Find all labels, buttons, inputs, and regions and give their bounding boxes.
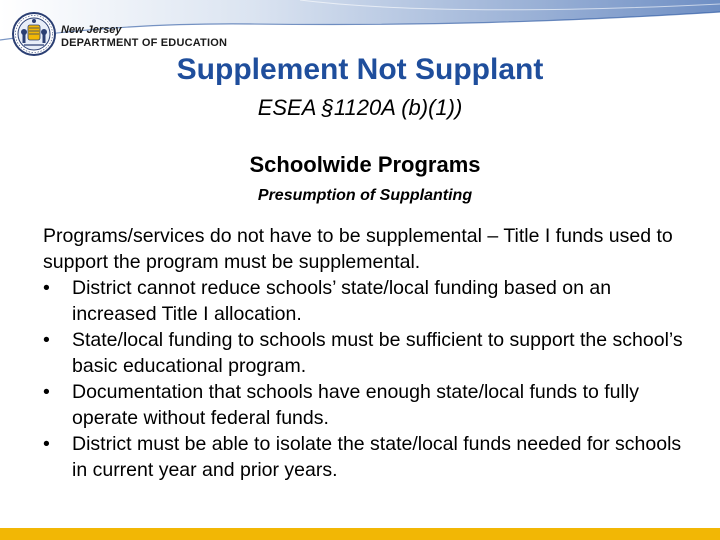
slide-body: [43, 223, 693, 483]
org-state-label: New Jersey: [61, 24, 122, 36]
bullet-list: [43, 275, 693, 483]
bullet-item: [43, 379, 693, 431]
bullet-text: District cannot reduce schools’ state/local funding based on an increased Title I allocation.: [72, 277, 612, 325]
bullet-icon: •: [43, 433, 50, 455]
bullet-icon: •: [43, 277, 50, 299]
bullet-icon: •: [43, 381, 50, 403]
slide-subtitle: ESEA §1120A (b)(1)): [257, 95, 463, 120]
bullet-item: [43, 327, 693, 379]
section-heading: Schoolwide Programs: [249, 152, 481, 177]
nj-state-seal-icon: [12, 12, 56, 56]
bullet-item: [43, 431, 693, 483]
intro-paragraph: Programs/services do not have to be supplemental – Title I funds used to support the program must be supplemental.: [43, 225, 673, 273]
org-department-label: DEPARTMENT OF EDUCATION: [61, 37, 228, 49]
bullet-text: Documentation that schools have enough state/local funds to fully operate without federal funds.: [72, 381, 639, 429]
bullet-item: [43, 275, 693, 327]
org-name: [61, 24, 227, 50]
bullet-text: State/local funding to schools must be sufficient to support the school’s basic educational program.: [72, 329, 683, 377]
slide-title: [0, 52, 720, 88]
bullet-icon: •: [43, 329, 50, 351]
section-subheading: Presumption of Supplanting: [257, 187, 473, 204]
footer-bar: [0, 528, 720, 540]
bullet-text: District must be able to isolate the state/local funds needed for schools in current year and prior years.: [72, 433, 682, 481]
slide-title-text: Supplement Not Supplant: [176, 53, 544, 86]
